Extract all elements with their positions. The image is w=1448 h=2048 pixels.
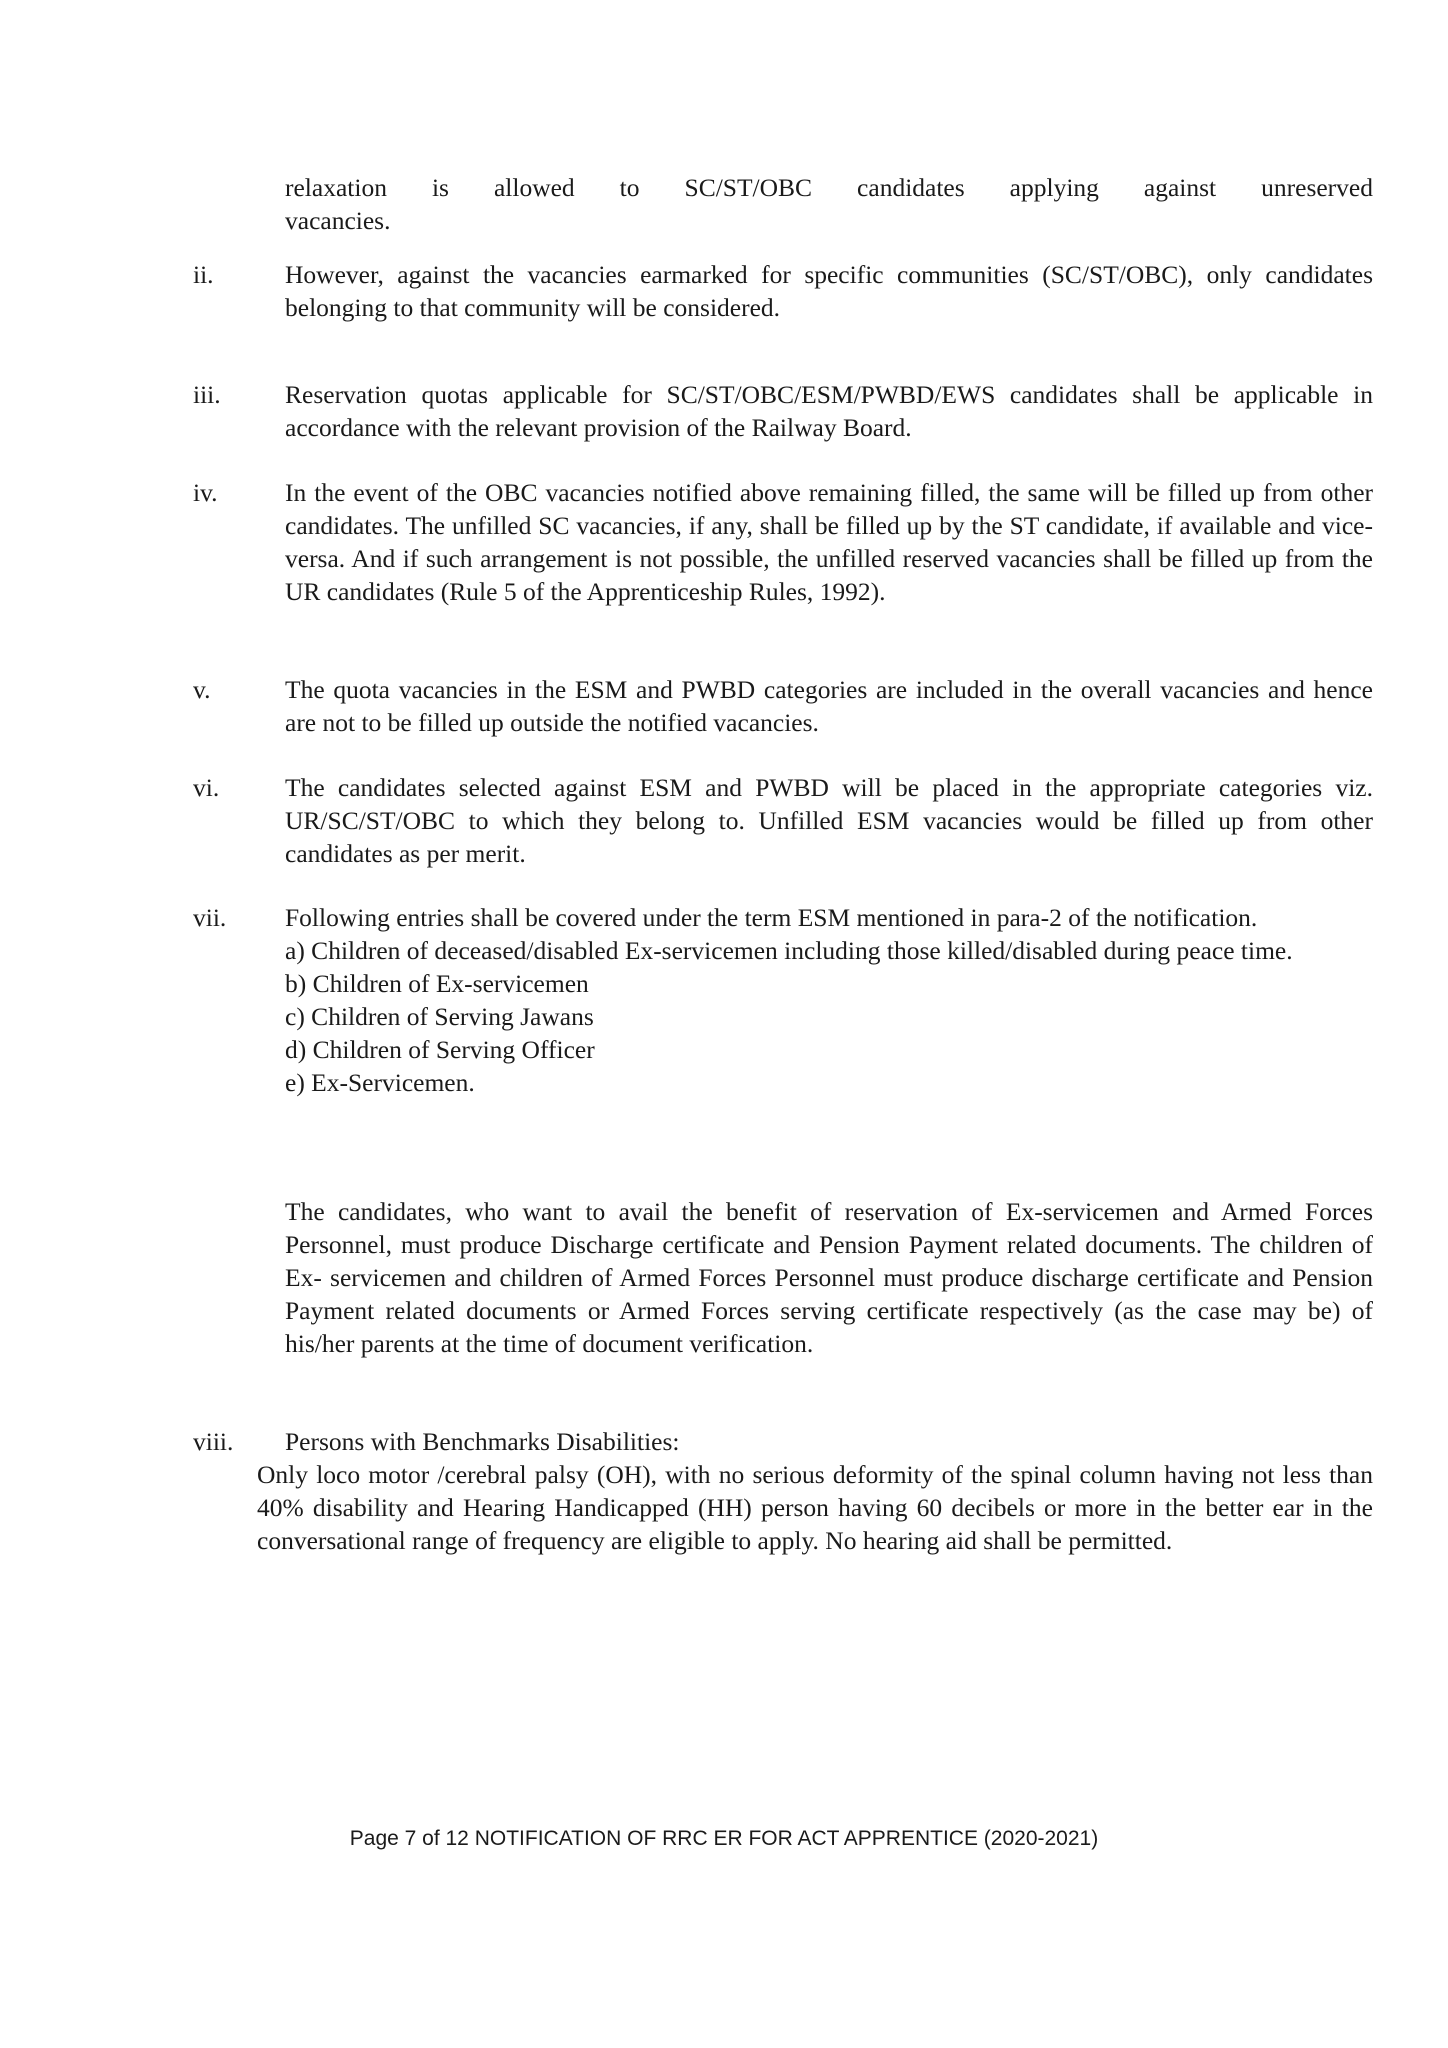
item-text-v: The quota vacancies in the ESM and PWBD categories are included in the overall vacancies and hence are not to be filled up outside the notified vacancies. xyxy=(285,675,1373,737)
item-viii-text: Only loco motor /cerebral palsy (OH), with no serious deformity of the spinal column having not less than 40% disability and Hearing Handicapped (HH) person having 60 decibels or more in the better ear in the conversational range of frequency are eligible to apply. No hearing aid shall be permitted. xyxy=(257,1460,1373,1555)
esm-entry: b) Children of Ex-servicemen xyxy=(285,969,589,998)
item-numeral-vii: vii. xyxy=(193,903,227,932)
item-viii-heading: Persons with Benchmarks Disabilities: xyxy=(285,1427,680,1456)
item-vii-note: The candidates, who want to avail the benefit of reservation of Ex-servicemen and Armed Forces Personnel, must produce Discharge certificate and Pension Payment related documents. The children of Ex- servicemen and children of Armed Forces Personnel must produce discharge certificate and Pension Payment related documents or Armed Forces serving certificate respectively (as the case may be) of his/her parents at the time of document verification. xyxy=(285,1197,1373,1358)
item-numeral-iv: iv. xyxy=(193,478,218,507)
item-numeral-vi: vi. xyxy=(193,773,220,802)
continuation-line-1: relaxation is allowed to SC/ST/OBC candidates applying against unreserved xyxy=(285,173,1373,202)
continuation-paragraph xyxy=(285,171,1373,237)
esm-entry: c) Children of Serving Jawans xyxy=(285,1002,594,1031)
item-text-iv: In the event of the OBC vacancies notified above remaining filled, the same will be filled up from other candidates. The unfilled SC vacancies, if any, shall be filled up by the ST candidate, if available and vice-versa. And if such arrangement is not possible, the unfilled reserved vacancies shall be filled up from the UR candidates (Rule 5 of the Apprenticeship Rules, 1992). xyxy=(285,478,1373,606)
item-numeral-viii: viii. xyxy=(193,1427,234,1456)
item-text-iii: Reservation quotas applicable for SC/ST/OBC/ESM/PWBD/EWS candidates shall be applicable in accordance with the relevant provision of the Railway Board. xyxy=(285,380,1373,442)
esm-entry: a) Children of deceased/disabled Ex-servicemen including those killed/disabled during peace time. xyxy=(285,936,1293,965)
continuation-line-2: vacancies. xyxy=(285,206,391,235)
item-numeral-v: v. xyxy=(193,675,211,704)
item-numeral-ii: ii. xyxy=(193,260,214,289)
esm-entry: e) Ex-Servicemen. xyxy=(285,1068,475,1097)
item-text-ii: However, against the vacancies earmarked for specific communities (SC/ST/OBC), only candidates belonging to that community will be considered. xyxy=(285,260,1373,322)
item-numeral-iii: iii. xyxy=(193,380,221,409)
esm-entry: d) Children of Serving Officer xyxy=(285,1035,595,1064)
item-vii-intro: Following entries shall be covered under the term ESM mentioned in para-2 of the notification. xyxy=(285,903,1258,932)
item-vii-body xyxy=(285,901,1373,1099)
item-text-vi: The candidates selected against ESM and PWBD will be placed in the appropriate categories viz. UR/SC/ST/OBC to which they belong to. Unfilled ESM vacancies would be filled up from other candidates as per merit. xyxy=(285,773,1373,868)
page-footer: Page 7 of 12 NOTIFICATION OF RRC ER FOR ACT APPRENTICE (2020-2021) xyxy=(349,1827,1099,1850)
